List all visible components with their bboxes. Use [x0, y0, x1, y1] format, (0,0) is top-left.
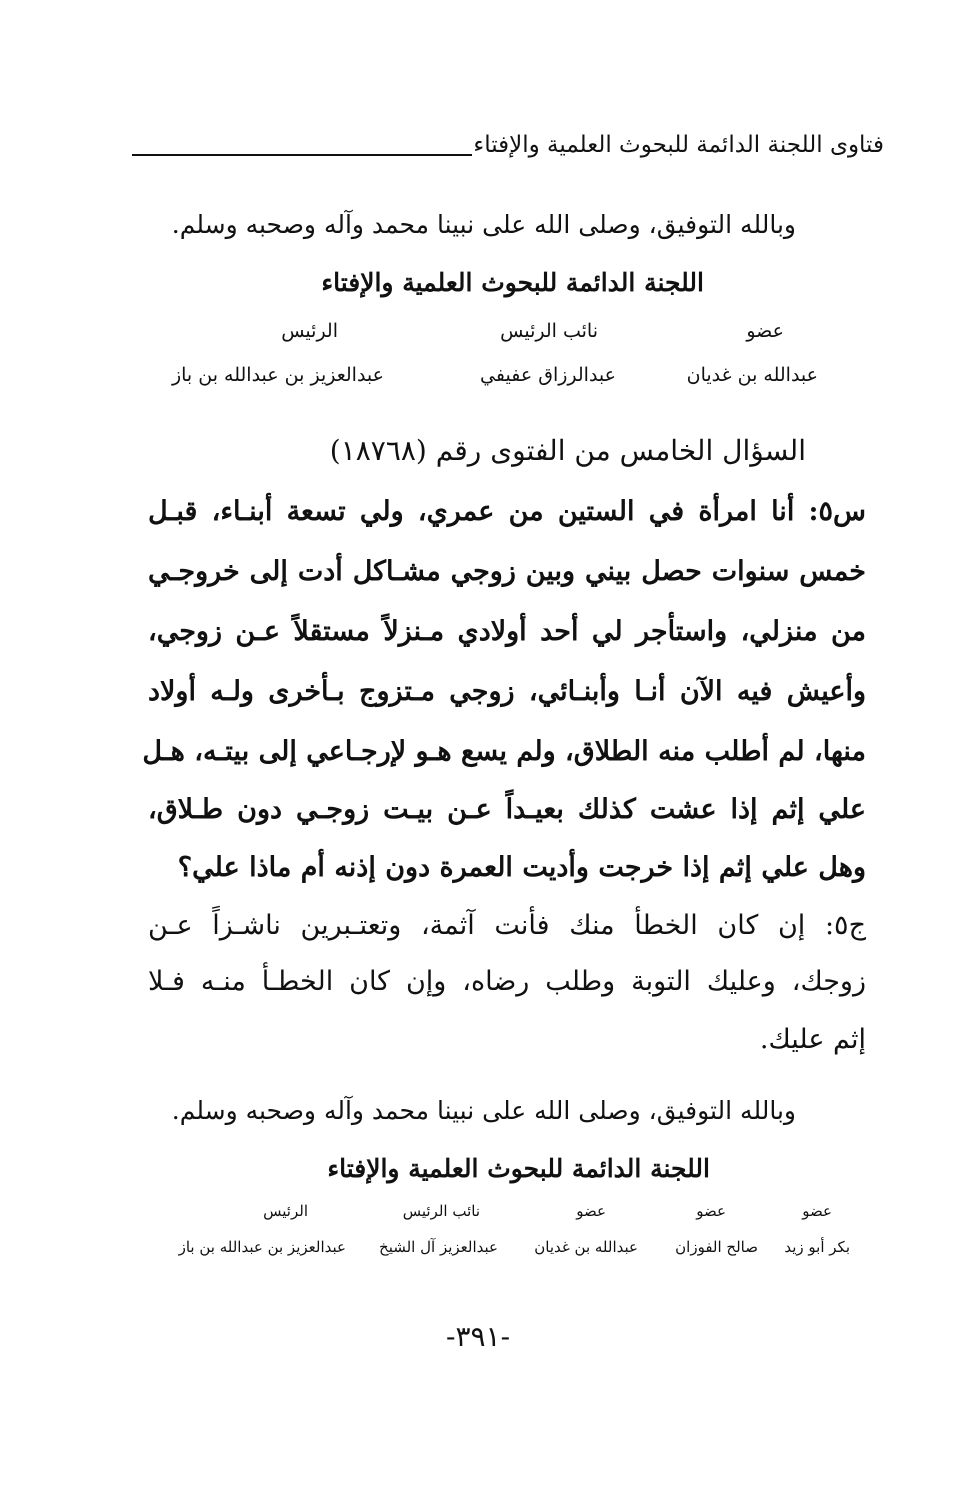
question-line-2: خمس سنوات حصل بيني وبين زوجي مشـاكل أدت إلى خروجـي — [148, 556, 866, 587]
second-member-2-role: عضو — [696, 1202, 726, 1220]
first-closing-line: وبالله التوفيق، وصلى الله على نبينا محمد وآله وصحبه وسلم. — [171, 210, 796, 239]
first-member-3-role: الرئيس — [281, 320, 338, 342]
second-member-4-name: عبدالعزيز آل الشيخ — [379, 1238, 498, 1256]
answer-line-3: إثم عليك. — [759, 1024, 866, 1055]
answer-line-1: ج٥: إن كان الخطأ منك فأنت آثمة، وتعتـبرين ناشـزاً عـن — [148, 910, 866, 941]
second-member-2-name: صالح الفوزان — [675, 1238, 758, 1256]
question-line-6: علي إثم إذا عشت كذلك بعيـداً عـن بيـت زوجـي دون طـلاق، — [148, 794, 866, 825]
first-member-3-name: عبدالعزيز بن عبدالله بن باز — [171, 364, 384, 386]
first-member-1-role: عضو — [746, 320, 784, 342]
running-header-title: فتاوى اللجنة الدائمة للبحوث العلمية والإفتاء — [473, 132, 884, 158]
second-member-5-name: عبدالعزيز بن عبدالله بن باز — [178, 1238, 346, 1256]
second-member-3-name: عبدالله بن غديان — [534, 1238, 638, 1256]
first-member-1-name: عبدالله بن غديان — [686, 364, 818, 386]
question-line-7: وهل علي إثم إذا خرجت وأديت العمرة دون إذنه أم ماذا علي؟ — [177, 852, 866, 883]
second-member-3-role: عضو — [576, 1202, 606, 1220]
page-number: -٣٩١- — [445, 1320, 511, 1353]
answer-line-2: زوجك، وعليك التوبة وطلب رضاه، وإن كان الخطـأ منـه فـلا — [148, 966, 866, 997]
second-member-1-role: عضو — [802, 1202, 832, 1220]
question-line-5: منها، لم أطلب منه الطلاق، ولم يسع هـو لإرجـاعي إلى بيتـه، هـل — [142, 736, 866, 767]
second-member-1-name: بكر أبو زيد — [784, 1238, 850, 1256]
question-line-3: من منزلي، واستأجر لي أحد أولادي مـنزلاً مستقلاً عـن زوجي، — [148, 616, 866, 647]
running-header — [132, 126, 884, 166]
second-member-5-role: الرئيس — [263, 1202, 308, 1220]
first-member-2-role: نائب الرئيس — [500, 320, 598, 342]
question-line-1: س٥: أنا امرأة في الستين من عمري، ولي تسعة أبنـاء، قبـل — [148, 496, 867, 527]
second-member-4-role: نائب الرئيس — [402, 1202, 480, 1220]
question-line-4: وأعيش فيه الآن أنـا وأبنـائي، زوجي مـتزوج بـأخرى ولـه أولاد — [148, 676, 866, 707]
first-member-2-name: عبدالرزاق عفيفي — [480, 364, 616, 386]
question-heading: السؤال الخامس من الفتوى رقم (١٨٧٦٨) — [329, 434, 806, 467]
second-committee-title: اللجنة الدائمة للبحوث العلمية والإفتاء — [327, 1154, 710, 1183]
first-committee-title: اللجنة الدائمة للبحوث العلمية والإفتاء — [321, 268, 704, 297]
header-rule — [132, 154, 472, 156]
second-closing-line: وبالله التوفيق، وصلى الله على نبينا محمد وآله وصحبه وسلم. — [171, 1096, 796, 1125]
